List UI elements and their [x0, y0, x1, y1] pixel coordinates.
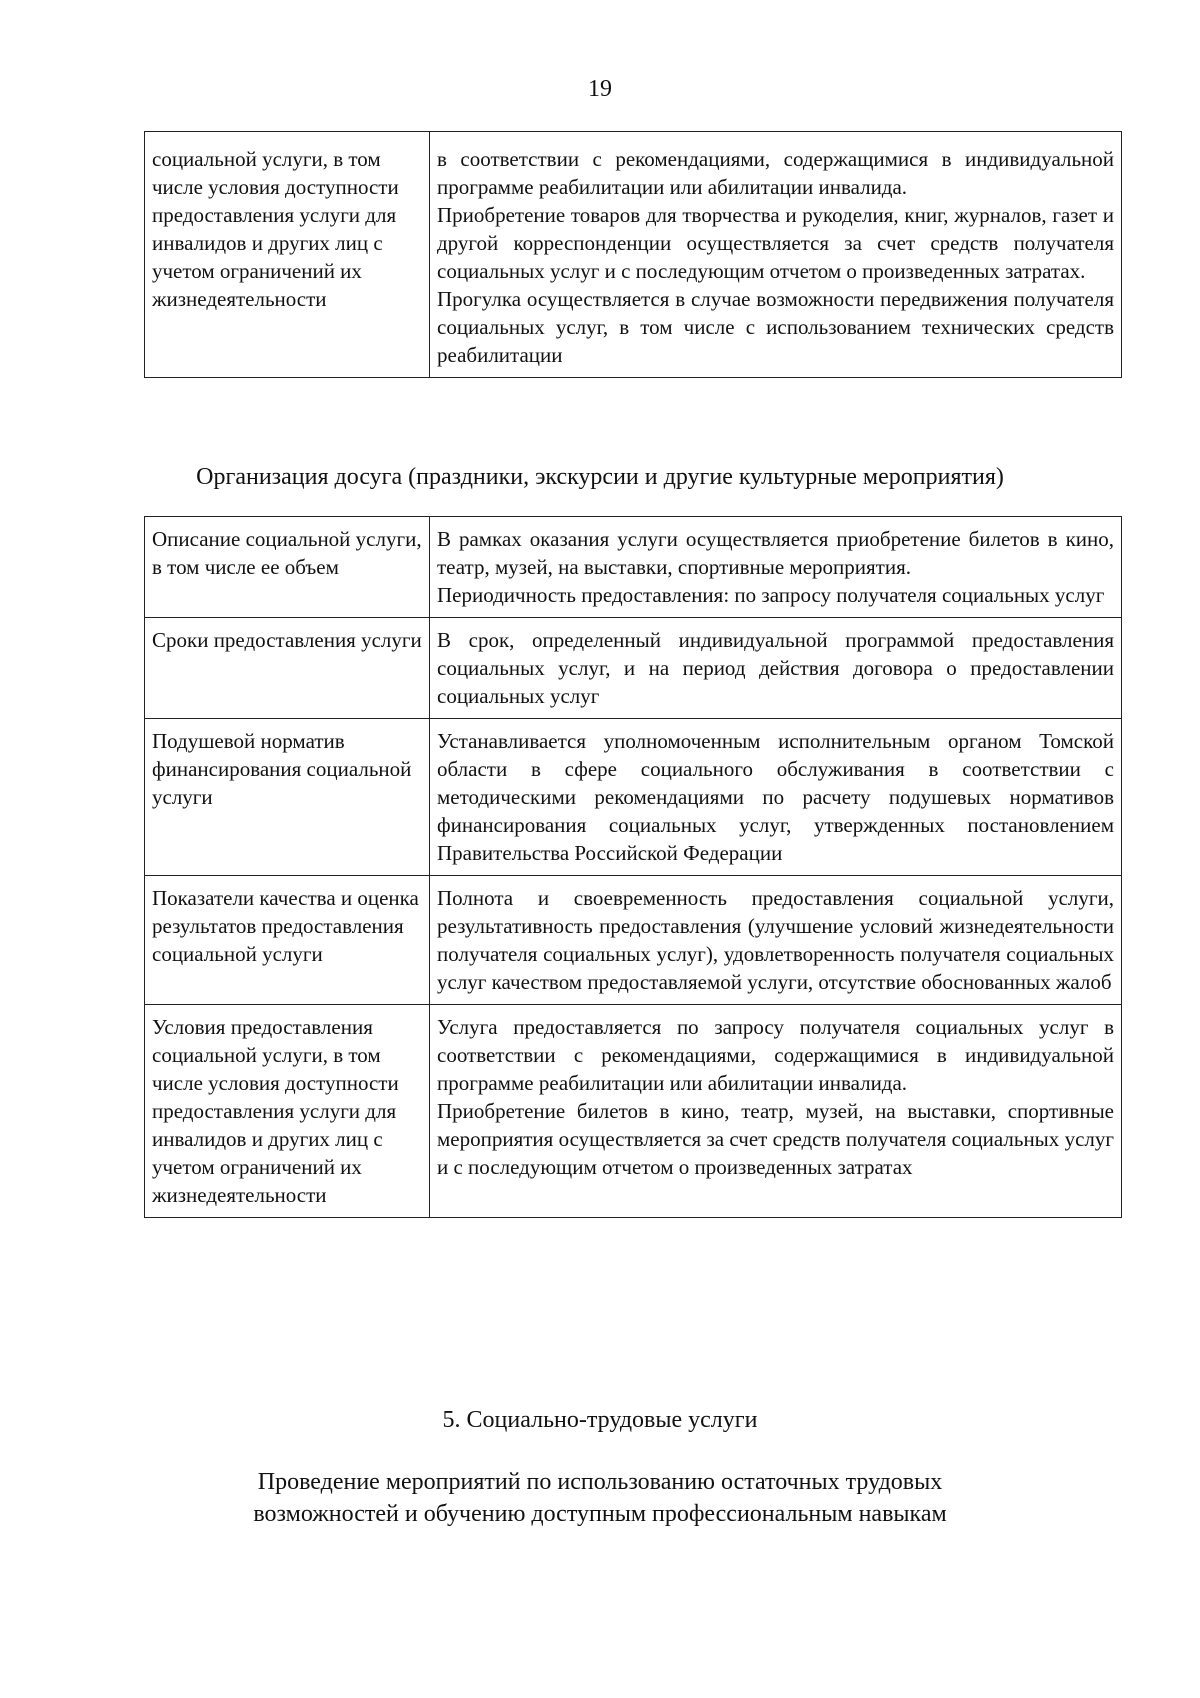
leisure-service-table [144, 516, 1122, 1218]
row-content [430, 876, 1122, 1005]
row-content [430, 1005, 1122, 1218]
table-row [145, 876, 1122, 1005]
chapter-title: 5. Социально-трудовые услуги [442, 1407, 758, 1433]
table-row [145, 618, 1122, 719]
content-paragraph: в соответствии с рекомендациями, содержащимися в индивидуальной программе реабилитации или абилитации инвалида. [437, 147, 1114, 199]
table-row [145, 719, 1122, 876]
section-title: Организация досуга (праздники, экскурсии и другие культурные мероприятия) [196, 464, 1004, 490]
table-row [145, 132, 1122, 378]
row-label: социальной услуги, в том числе условия доступности предоставления услуги для инвалидов и других лиц с учетом ограничений их жизнедеятельности [145, 132, 430, 378]
row-content [430, 719, 1122, 876]
content-paragraph: В рамках оказания услуги осуществляется приобретение билетов в кино, театр, музей, на выставки, спортивные мероприятия. [437, 527, 1114, 579]
row-content [430, 132, 1122, 378]
content-paragraph: Устанавливается уполномоченным исполнительным органом Томской области в сфере социального обслуживания в соответствии с методическими рекомендациями по расчету подушевых нормативов финансирования социальных услуг, утвержденных постановлением Правительства Российской Федерации [437, 729, 1114, 865]
content-paragraph: Услуга предоставляется по запросу получателя социальных услуг в соответствии с рекомендациями, содержащимися в индивидуальной программе реабилитации или абилитации инвалида. [437, 1015, 1114, 1095]
row-label: Сроки предоставления услуги [145, 618, 430, 719]
content-paragraph: Прогулка осуществляется в случае возможности передвижения получателя социальных услуг, в том числе с использованием технических средств реабилитации [437, 287, 1114, 367]
subsection-title-line-1: Проведение мероприятий по использованию остаточных трудовых [257, 1469, 943, 1495]
content-paragraph: Периодичность предоставления: по запросу получателя социальных услуг [437, 583, 1105, 607]
table-row [145, 517, 1122, 618]
content-paragraph: Приобретение билетов в кино, театр, музей, на выставки, спортивные мероприятия осуществляется за счет средств получателя социальных услуг и с последующим отчетом о произведенных затратах [437, 1099, 1114, 1179]
row-content [430, 517, 1122, 618]
subsection-title-line-2: возможностей и обучению доступным профессиональным навыкам [253, 1501, 947, 1527]
table-row [145, 1005, 1122, 1218]
row-label: Условия предоставления социальной услуги, в том числе условия доступности предоставления услуги для инвалидов и других лиц с учетом ограничений их жизнедеятельности [145, 1005, 430, 1218]
content-paragraph: В срок, определенный индивидуальной программой предоставления социальных услуг, и на период действия договора о предоставлении социальных услуг [437, 628, 1114, 708]
row-label: Показатели качества и оценка результатов предоставления социальной услуги [145, 876, 430, 1005]
row-content [430, 618, 1122, 719]
service-table-continued [144, 131, 1122, 378]
content-paragraph: Приобретение товаров для творчества и рукоделия, книг, журналов, газет и другой корреспонденции осуществляется за счет средств получателя социальных услуг и с последующим отчетом о произведенных затратах. [437, 203, 1114, 283]
row-label: Описание социальной услуги, в том числе ее объем [145, 517, 430, 618]
content-paragraph: Полнота и своевременность предоставления социальной услуги, результативность предоставления (улучшение условий жизнедеятельности получателя социальных услуг), удовлетворенность получателя социальных услуг качеством предоставляемой услуги, отсутствие обоснованных жалоб [437, 886, 1114, 994]
row-label: Подушевой норматив финансирования социальной услуги [145, 719, 430, 876]
page-number: 19 [588, 76, 612, 102]
